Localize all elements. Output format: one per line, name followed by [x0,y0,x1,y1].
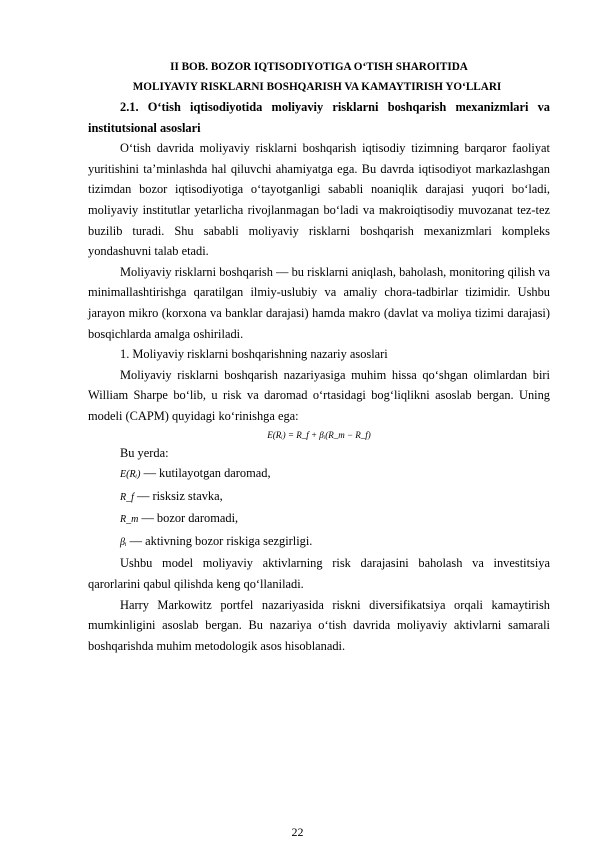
definition-item [88,531,550,554]
paragraph-definition: Moliyaviy risklarni boshqarish — bu risklarni aniqlash, baholash, monitoring qilish va minimallashtirishga qaratilgan ilmiy-uslubiy va amaliy chora-tadbirlar tizimidir. Ushbu jarayon mikro (korxona va banklar darajasi) hamda makro (davlat va moliya tizimi darajasi) bosqichlarda amalga oshiriladi. [88,264,550,341]
formula-text: E(Rᵢ) = R_f + βᵢ(R_m − R_f) [267,429,371,440]
paragraph-capm: Moliyaviy risklarni boshqarish nazariyasiga muhim hissa qo‘shgan olimlardan biri William Sharpe bo‘lib, u risk va daromad o‘rtasidagi bog‘liqlikni asoslab bergan. Uning modeli (CAPM) quyidagi ko‘rinishga ega: [88,367,550,423]
definition-text: — kutilayotgan daromad, [140,466,271,481]
definition-item [88,508,550,531]
definition-text: — aktivning bozor riskiga sezgirligi. [126,533,313,548]
document-page [88,0,550,656]
paragraph-markowitz: Harry Markowitz portfel nazariyasida riskni diversifikatsiya orqali kamaytirish mumkinligini asoslab bergan. Bu nazariya o‘tish davrida moliyaviy aktivlarni samarali boshqarishda muhim metodologik asos hisoblanadi. [88,597,550,653]
definition-text: — risksiz stavka, [133,488,223,503]
paragraph-capm-usage: Ushbu model moliyaviy aktivlarning risk darajasini baholash va investitsiya qarorlarini qabul qilishda keng qo‘llaniladi. [88,556,550,592]
definition-item [88,463,550,486]
definition-symbol: R_f [120,491,134,503]
subsection-title: 1. Moliyaviy risklarni boshqarishning nazariy asoslari [120,347,388,362]
page-number: 22 [291,825,304,839]
paragraph-intro: O‘tish davrida moliyaviy risklarni boshqarish iqtisodiy tizimning barqaror faoliyat yuritishini ta’minlashda hal qiluvchi ahamiyatga ega. Bu davrda iqtisodiyot markazlashgan tizimdan bozor iqtisodiyotiga o‘tayotganligi sababli noaniqlik darajasi yuqori bo‘ladi, moliyaviy institutlar yetarlicha rivojlanmagan bo‘ladi va makroiqtisodiy muvozanat tez-tez buzilib turadi. Shu sababli moliyaviy risklarni boshqarish mexanizmlari kompleks yondashuvni talab etadi. [88,141,550,259]
capm-formula [88,427,550,443]
where-label: Bu yerda: [120,445,169,460]
definition-symbol: βᵢ [120,536,127,548]
definition-item [88,486,550,509]
definition-symbol: R_m [120,514,139,526]
section-title: 2.1. O‘tish iqtisodiyotida moliyaviy risklarni boshqarish mexanizmlari va institutsional asoslari [88,100,550,135]
chapter-title-line1: II BOB. BOZOR IQTISODIYOTIGA O‘TISH SHAROITIDA [170,61,468,73]
definition-symbol: E(Rᵢ) [120,469,141,481]
definition-text: — bozor daromadi, [138,511,239,526]
chapter-title-line2: MOLIYAVIY RISKLARNI BOSHQARISH VA KAMAYTIRISH YO‘LLARI [132,81,502,93]
